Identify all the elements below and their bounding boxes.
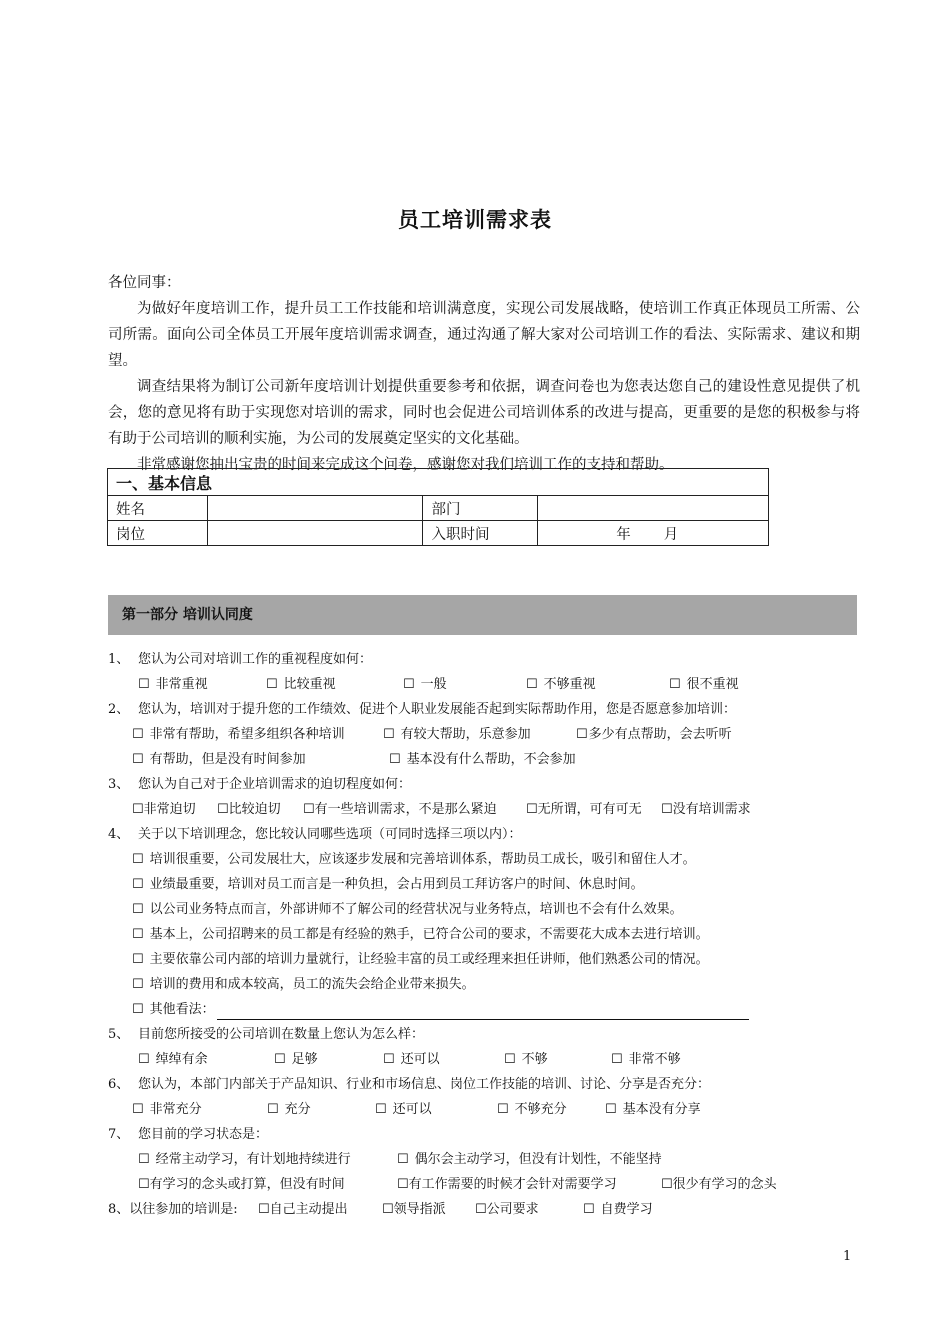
option[interactable]: ☐ 经常主动学习，有计划地持续进行 [138, 1152, 351, 1167]
question-7 [108, 1125, 858, 1150]
option[interactable]: ☐ 基本上，公司招聘来的员工都是有经验的熟手，已符合公司的要求，不需要花大成本去进行培训。 [132, 927, 709, 942]
question-2-options [108, 750, 858, 775]
intro-paragraph: 调查结果将为制订公司新年度培训计划提供重要参考和依据，调查问卷也为您表达您自己的建设性意见提供了机会，您的意见将有助于实现您对培训的需求，同时也会促进公司培训体系的改进与提高，更重要的是您的积极参与将有助于公司培训的顺利实施，为公司的发展奠定坚实的文化基础。 [108, 379, 860, 447]
question-7-options [108, 1150, 858, 1175]
option[interactable]: ☐有学习的念头或打算，但没有时间 [138, 1177, 345, 1192]
checkbox-icon[interactable]: ☐ [403, 677, 415, 692]
join-date-field[interactable] [538, 521, 769, 546]
intro-paragraph: 为做好年度培训工作，提升员工工作技能和培训满意度，实现公司发展战略，使培训工作真正体现员工所需、公司所需。面向公司全体员工开展年度培训需求调查，通过沟通了解大家对公司培训工作的看法、实际需求、建议和期望。 [108, 301, 860, 369]
checkbox-icon[interactable]: ☐ [383, 727, 395, 742]
option[interactable]: ☐ 很不重视 [669, 677, 739, 692]
page-title: 员工培训需求表 [398, 208, 552, 232]
option[interactable]: ☐自己主动提出 [258, 1202, 348, 1217]
option[interactable]: ☐ 非常有帮助，希望多组织各种培训 [132, 727, 345, 742]
question-4-option [108, 975, 858, 1000]
option[interactable]: ☐ 比较重视 [266, 677, 336, 692]
option[interactable]: ☐ 不够重视 [526, 677, 596, 692]
basic-info-table [107, 468, 769, 546]
question-text: 目前您所接受的公司培训在数量上您认为怎么样： [138, 1027, 425, 1042]
question-3-options [108, 800, 858, 825]
checkbox-icon[interactable]: ☐ [258, 1202, 270, 1217]
option[interactable]: ☐无所谓，可有可无 [526, 802, 642, 817]
question-4-option [108, 875, 858, 900]
question-text: 您认为，本部门内部关于产品知识、行业和市场信息、岗位工作技能的培训、讨论、分享是否充分： [138, 1077, 711, 1092]
name-field[interactable] [207, 496, 423, 521]
question-number: 7、 [108, 1127, 130, 1142]
question-7-options [108, 1175, 858, 1200]
checkbox-icon[interactable]: ☐ [397, 1177, 409, 1192]
year-label: 年 [616, 526, 631, 543]
option[interactable]: ☐ 主要依靠公司内部的培训力量就行，让经验丰富的员工或经理来担任讲师，他们熟悉公司的情况。 [132, 952, 709, 967]
question-number: 6、 [108, 1077, 130, 1092]
checkbox-icon[interactable]: ☐ [217, 802, 229, 817]
option[interactable]: ☐ 还可以 [375, 1102, 432, 1117]
option[interactable]: ☐ 还可以 [383, 1052, 440, 1067]
checkbox-icon[interactable]: ☐ [382, 1202, 394, 1217]
question-1-options [108, 675, 858, 700]
checkbox-icon[interactable]: ☐ [303, 802, 315, 817]
question-text: 您认为，培训对于提升您的工作绩效、促进个人职业发展能否起到实际帮助作用，您是否愿意参加培训： [138, 702, 737, 717]
option[interactable]: ☐ 基本没有分享 [605, 1102, 701, 1117]
question-text: 您认为公司对培训工作的重视程度如何： [138, 652, 373, 667]
intro [108, 270, 860, 478]
option[interactable]: ☐ 基本没有什么帮助，不会参加 [389, 752, 576, 767]
question-number: 3、 [108, 777, 130, 792]
question-6 [108, 1075, 858, 1100]
checkbox-icon[interactable]: ☐ [583, 1202, 595, 1217]
option[interactable]: ☐ 偶尔会主动学习，但没有计划性，不能坚持 [397, 1152, 662, 1167]
checkbox-icon[interactable]: ☐ [274, 1052, 286, 1067]
checkbox-icon[interactable]: ☐ [266, 677, 278, 692]
question-8 [108, 1200, 858, 1225]
option[interactable]: ☐ 非常充分 [132, 1102, 202, 1117]
checkbox-icon[interactable]: ☐ [267, 1102, 279, 1117]
option[interactable]: ☐ 不够 [504, 1052, 548, 1067]
checkbox-icon[interactable]: ☐ [526, 802, 538, 817]
option[interactable]: ☐ 业绩最重要，培训对员工而言是一种负担，会占用到员工拜访客户的时间、休息时间。 [132, 877, 644, 892]
part1-title: 第一部分 培训认同度 [122, 607, 253, 623]
questionnaire [108, 650, 858, 1225]
question-text: 8、以往参加的培训是: [108, 1202, 238, 1217]
checkbox-icon[interactable]: ☐ [397, 1152, 409, 1167]
question-2-options [108, 725, 858, 750]
option[interactable]: ☐有一些培训需求，不是那么紧迫 [303, 802, 497, 817]
option[interactable]: ☐ 不够充分 [497, 1102, 567, 1117]
name-label: 姓名 [108, 496, 208, 521]
department-label: 部门 [423, 496, 538, 521]
checkbox-icon[interactable]: ☐ [475, 1202, 487, 1217]
question-1 [108, 650, 858, 675]
question-text: 关于以下培训理念，您比较认同哪些选项（可同时选择三项以内）： [138, 827, 522, 842]
part1-header [108, 595, 857, 635]
question-2 [108, 700, 858, 725]
question-number: 5、 [108, 1027, 130, 1042]
question-4-option [108, 850, 858, 875]
option[interactable]: ☐ 足够 [274, 1052, 318, 1067]
department-field[interactable] [538, 496, 769, 521]
question-number: 1、 [108, 652, 130, 667]
checkbox-icon[interactable]: ☐ [138, 1052, 150, 1067]
checkbox-icon[interactable]: ☐ [383, 1052, 395, 1067]
option[interactable]: ☐ 培训的费用和成本较高，员工的流失会给企业带来损失。 [132, 977, 475, 992]
question-text: 您目前的学习状态是： [138, 1127, 269, 1142]
month-label: 月 [663, 526, 679, 543]
question-4-option [108, 925, 858, 950]
checkbox-icon[interactable]: ☐ [132, 852, 144, 867]
checkbox-icon[interactable]: ☐ [132, 802, 144, 817]
checkbox-icon[interactable]: ☐ [132, 927, 144, 942]
intro-paragraph: 非常感谢您抽出宝贵的时间来完成这个问卷，感谢您对我们培训工作的支持和帮助。 [137, 457, 674, 473]
option[interactable]: ☐ 培训很重要，公司发展壮大，应该逐步发展和完善培训体系，帮助员工成长，吸引和留住人才。 [132, 852, 696, 867]
checkbox-icon[interactable]: ☐ [605, 1102, 617, 1117]
page-number: 1 [843, 1249, 852, 1264]
question-6-options [108, 1100, 858, 1125]
question-4-option [108, 1000, 858, 1025]
option[interactable]: ☐ 绰绰有余 [138, 1052, 208, 1067]
checkbox-icon[interactable]: ☐ [132, 977, 144, 992]
position-field[interactable] [207, 521, 423, 546]
question-3 [108, 775, 858, 800]
option[interactable]: ☐ 非常不够 [611, 1052, 681, 1067]
checkbox-icon[interactable]: ☐ [389, 752, 401, 767]
question-text: 您认为自己对于企业培训需求的迫切程度如何： [138, 777, 412, 792]
question-4-option [108, 950, 858, 975]
checkbox-icon[interactable]: ☐ [375, 1102, 387, 1117]
checkbox-icon[interactable]: ☐ [132, 1102, 144, 1117]
checkbox-icon[interactable]: ☐ [132, 752, 144, 767]
checkbox-icon[interactable]: ☐ [576, 727, 588, 742]
other-opinion-input[interactable] [217, 1005, 749, 1020]
basic-info-heading: 一、基本信息 [108, 469, 769, 496]
checkbox-icon[interactable]: ☐ [132, 1002, 144, 1017]
greeting: 各位同事： [108, 275, 181, 291]
checkbox-icon[interactable]: ☐ [661, 802, 673, 817]
checkbox-icon[interactable]: ☐ [669, 677, 681, 692]
checkbox-icon[interactable]: ☐ [132, 952, 144, 967]
option[interactable]: ☐没有培训需求 [661, 802, 751, 817]
checkbox-icon[interactable]: ☐ [138, 677, 150, 692]
question-4-option [108, 900, 858, 925]
option[interactable]: ☐ 以公司业务特点而言，外部讲师不了解公司的经营状况与业务特点，培训也不会有什么效果。 [132, 902, 683, 917]
checkbox-icon[interactable]: ☐ [526, 677, 538, 692]
checkbox-icon[interactable]: ☐ [138, 1177, 150, 1192]
checkbox-icon[interactable]: ☐ [132, 727, 144, 742]
option[interactable]: ☐ 有较大帮助，乐意参加 [383, 727, 531, 742]
checkbox-icon[interactable]: ☐ [138, 1152, 150, 1167]
option[interactable]: ☐ 充分 [267, 1102, 311, 1117]
option[interactable]: ☐多少有点帮助，会去听听 [576, 727, 732, 742]
question-5 [108, 1025, 858, 1050]
option[interactable]: ☐ 其他看法： [132, 1000, 749, 1020]
checkbox-icon[interactable]: ☐ [132, 877, 144, 892]
question-5-options [108, 1050, 858, 1075]
option[interactable]: ☐ 有帮助，但是没有时间参加 [132, 752, 306, 767]
checkbox-icon[interactable]: ☐ [504, 1052, 516, 1067]
option[interactable]: ☐ 一般 [403, 677, 447, 692]
option[interactable]: ☐领导指派 [382, 1202, 446, 1217]
question-number: 4、 [108, 827, 130, 842]
option[interactable]: ☐公司要求 [475, 1202, 539, 1217]
checkbox-icon[interactable]: ☐ [611, 1052, 623, 1067]
checkbox-icon[interactable]: ☐ [132, 902, 144, 917]
question-4 [108, 825, 858, 850]
option[interactable]: ☐ 非常重视 [138, 677, 208, 692]
question-number: 2、 [108, 702, 130, 717]
option[interactable]: ☐比较迫切 [217, 802, 281, 817]
option[interactable]: ☐ 自费学习 [583, 1202, 653, 1217]
option[interactable]: ☐非常迫切 [132, 802, 196, 817]
position-label: 岗位 [108, 521, 208, 546]
checkbox-icon[interactable]: ☐ [497, 1102, 509, 1117]
checkbox-icon[interactable]: ☐ [661, 1177, 673, 1192]
option[interactable]: ☐很少有学习的念头 [661, 1177, 777, 1192]
join-date-label: 入职时间 [423, 521, 538, 546]
option[interactable]: ☐有工作需要的时候才会针对需要学习 [397, 1177, 617, 1192]
